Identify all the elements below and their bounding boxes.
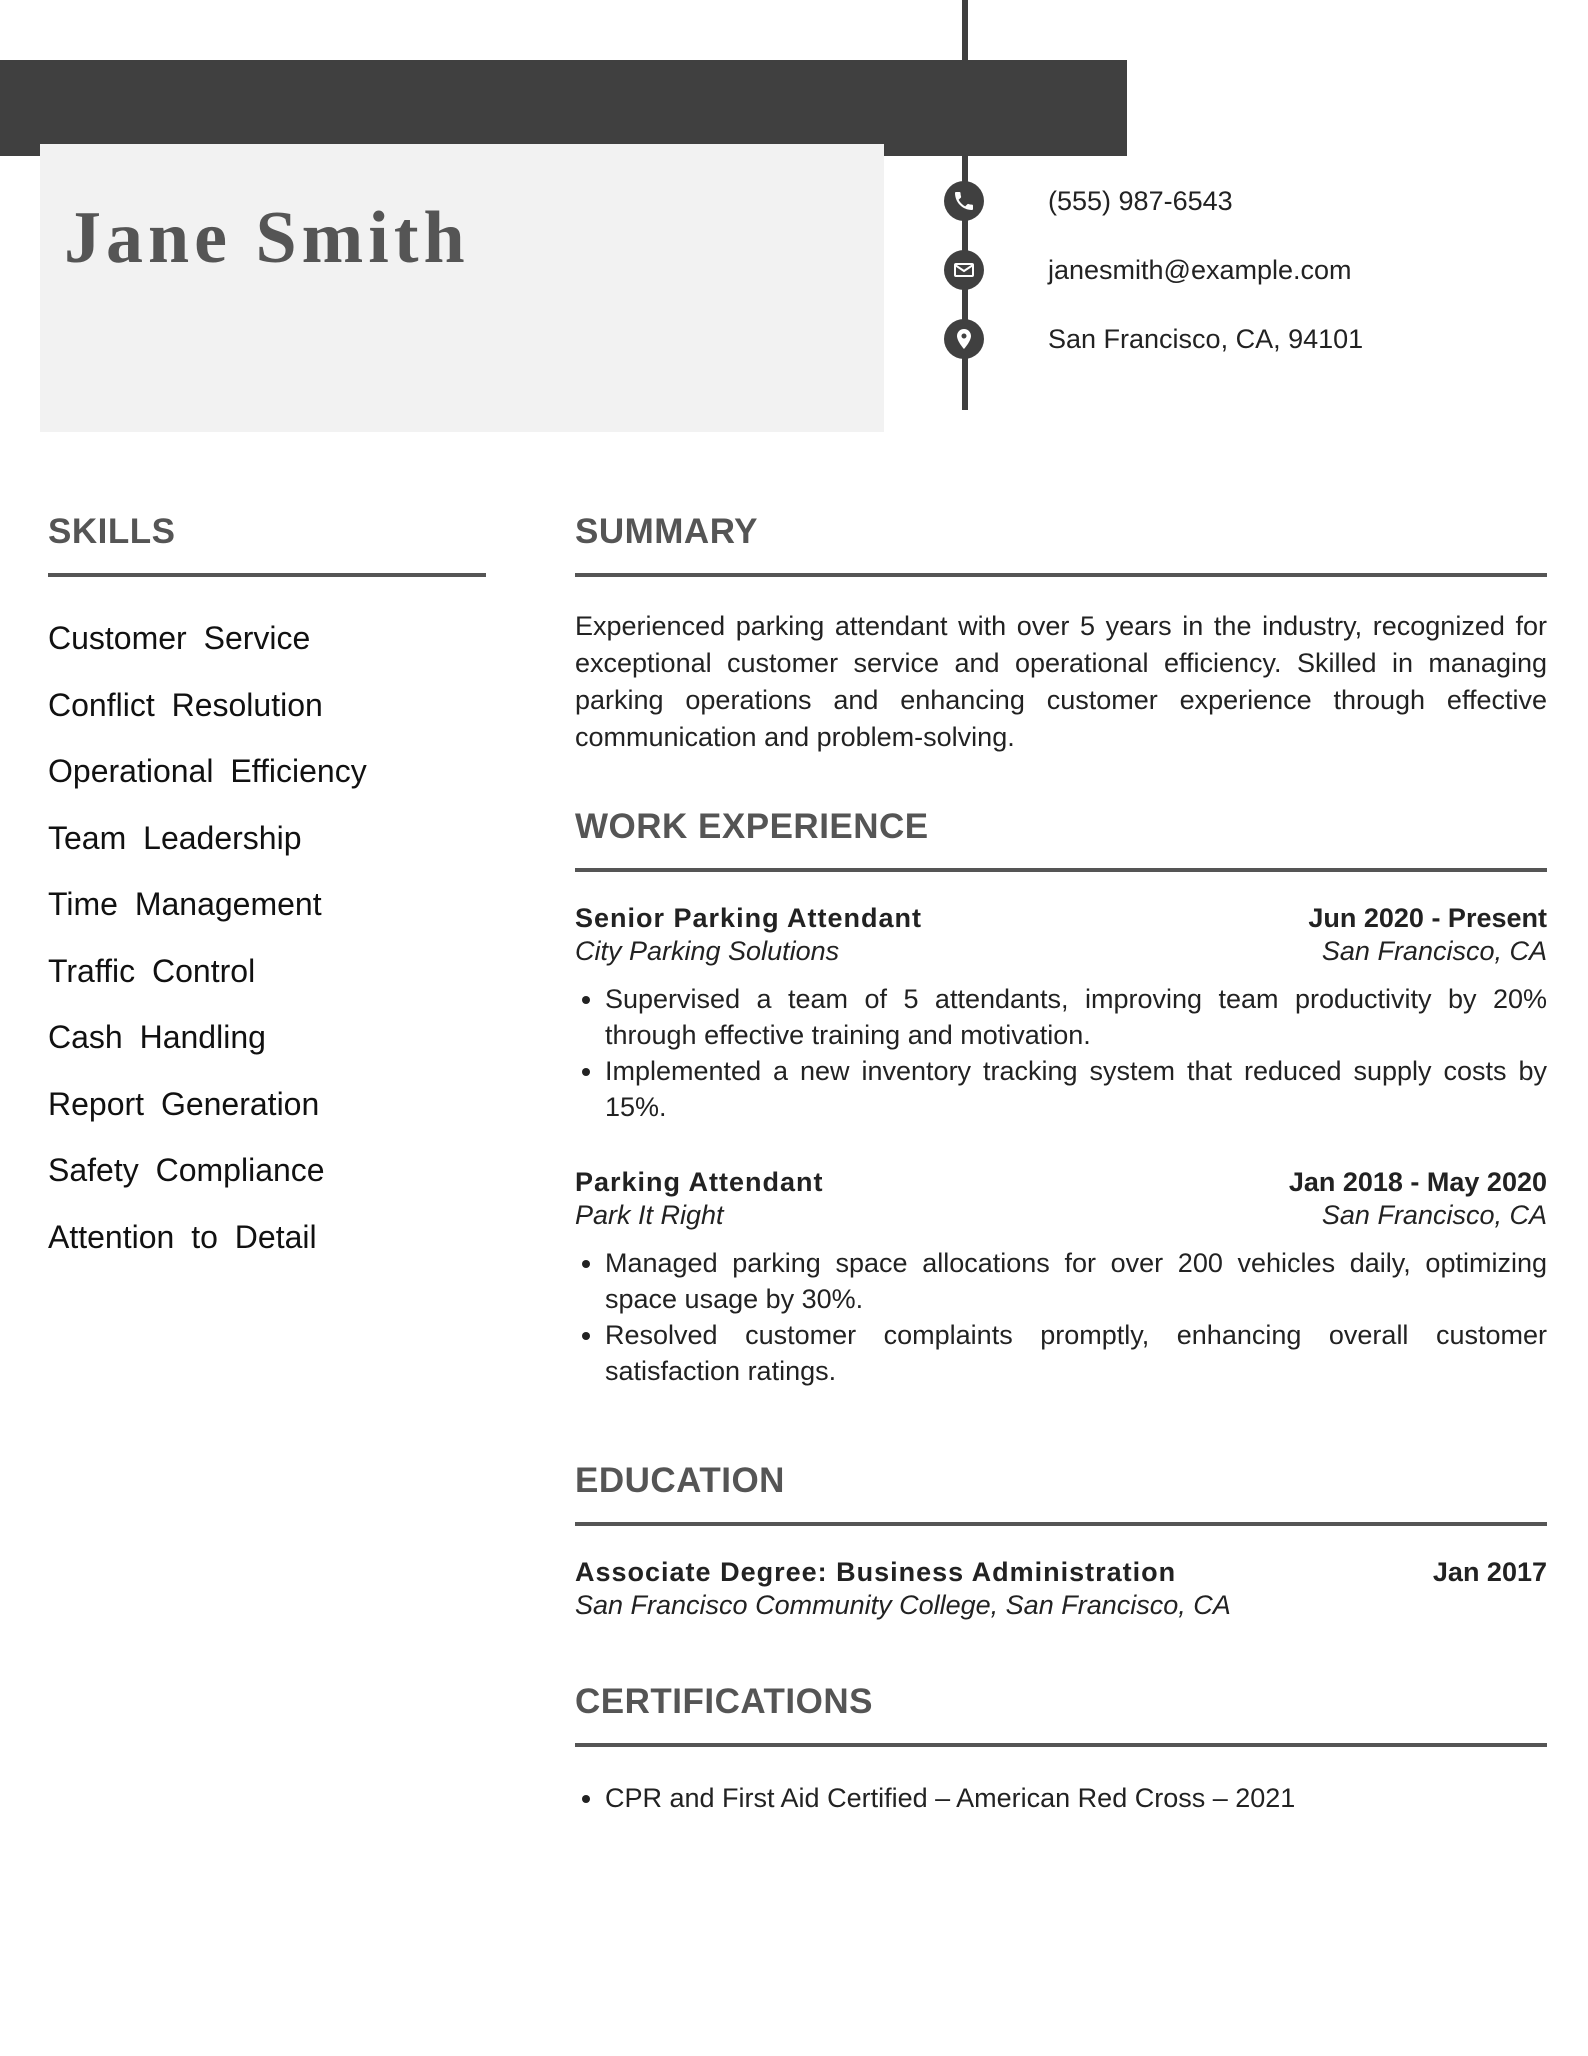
work-experience-heading: WORK EXPERIENCE xyxy=(575,807,929,846)
job-location: San Francisco, CA xyxy=(1321,1200,1547,1230)
summary-heading: SUMMARY xyxy=(575,512,759,551)
skill-item: Operational Efficiency xyxy=(48,753,367,789)
school: San Francisco Community College, San Francisco, CA xyxy=(575,1590,1231,1620)
job-bullets xyxy=(575,981,1547,1125)
phone-icon xyxy=(944,181,984,221)
job-header xyxy=(575,1167,1547,1198)
certifications-section xyxy=(575,1766,1547,1816)
certification-item: • CPR and First Aid Certified – American Red Cross – 2021 xyxy=(605,1780,1547,1816)
job-location: San Francisco, CA xyxy=(1321,936,1547,966)
skill-item: Customer Service xyxy=(48,620,311,656)
job-bullet: • Managed parking space allocations for over 200 vehicles daily, optimizing space usage by 30%. xyxy=(605,1245,1547,1317)
job-bullet: • Resolved customer complaints promptly, enhancing overall customer satisfaction ratings. xyxy=(605,1317,1547,1389)
skill-item: Report Generation xyxy=(48,1085,320,1122)
job-dates: Jun 2020 - Present xyxy=(1308,903,1547,933)
skills-heading: SKILLS xyxy=(48,512,176,551)
name-box xyxy=(40,144,884,432)
contact-location xyxy=(944,318,1363,360)
contact-email xyxy=(944,249,1352,291)
work-experience-divider xyxy=(575,868,1547,872)
education-entry xyxy=(575,1557,1547,1621)
contact-phone xyxy=(944,180,1233,222)
skill-item: Conflict Resolution xyxy=(48,686,323,723)
education-subheader xyxy=(575,1590,1547,1621)
skill-item: Cash Handling xyxy=(48,1019,266,1055)
header-bar xyxy=(0,60,1127,156)
skill-item: Safety Compliance xyxy=(48,1152,325,1188)
job-entry xyxy=(575,1167,1547,1389)
education-heading: EDUCATION xyxy=(575,1461,785,1500)
education-divider xyxy=(575,1522,1547,1526)
job-subheader xyxy=(575,936,1547,967)
map-pin-icon xyxy=(944,319,984,359)
certifications-divider xyxy=(575,1743,1547,1747)
skills-divider xyxy=(48,573,486,577)
skill-item: Attention to Detail xyxy=(48,1218,317,1255)
skill-item: Traffic Control xyxy=(48,952,256,989)
job-bullets xyxy=(575,1245,1547,1389)
job-bullet: • Implemented a new inventory tracking system that reduced supply costs by 15%. xyxy=(605,1053,1547,1125)
phone-number: (555) 987-6543 xyxy=(1048,185,1233,216)
job-entry xyxy=(575,903,1547,1125)
candidate-name: Jane Smith xyxy=(64,197,470,279)
email-address[interactable]: janesmith@example.com xyxy=(1048,254,1352,285)
education-date: Jan 2017 xyxy=(1432,1557,1547,1587)
skill-item: Time Management xyxy=(48,886,322,922)
company-name: City Parking Solutions xyxy=(575,936,840,966)
summary-divider xyxy=(575,573,1547,577)
location: San Francisco, CA, 94101 xyxy=(1048,323,1364,354)
company-name: Park It Right xyxy=(575,1200,724,1230)
job-bullet: • Supervised a team of 5 attendants, improving team productivity by 20% through effective training and motivation. xyxy=(605,981,1547,1053)
summary-text: Experienced parking attendant with over 5 years in the industry, recognized for exceptional customer service and operational efficiency. Skilled in managing parking operations and enhancing customer experience through effective communication and problem-solving. xyxy=(575,611,1547,752)
job-subheader xyxy=(575,1200,1547,1231)
education-header xyxy=(575,1557,1547,1588)
certifications-list xyxy=(575,1780,1547,1816)
skill-item: Team Leadership xyxy=(48,819,302,856)
certifications-heading: CERTIFICATIONS xyxy=(575,1682,874,1721)
job-title: Senior Parking Attendant xyxy=(575,903,923,933)
summary-section xyxy=(575,608,1547,756)
degree: Associate Degree: Business Administration xyxy=(575,1557,1177,1587)
job-title: Parking Attendant xyxy=(575,1167,824,1197)
skills-list xyxy=(48,605,367,1270)
job-dates: Jan 2018 - May 2020 xyxy=(1288,1167,1547,1197)
job-header xyxy=(575,903,1547,934)
envelope-icon xyxy=(944,250,984,290)
